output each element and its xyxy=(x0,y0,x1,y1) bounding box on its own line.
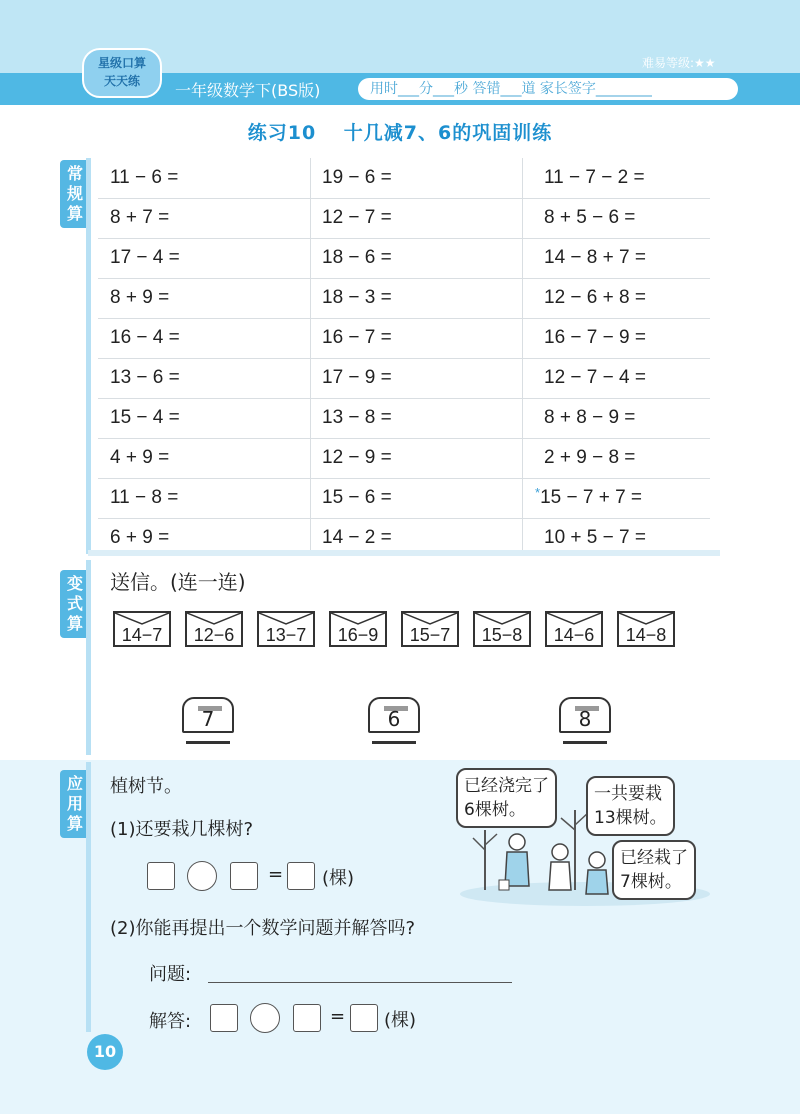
grid-row xyxy=(98,158,710,199)
grid-row xyxy=(98,278,710,319)
grid-row xyxy=(98,478,710,519)
bubble-line: 6棵树。 xyxy=(464,800,526,820)
bubble-line: 7棵树。 xyxy=(620,872,682,892)
problem: 8 + 9 = xyxy=(110,287,170,308)
problem: 12 − 9 = xyxy=(322,447,392,468)
problem: 16 − 7 − 9 = xyxy=(544,327,646,348)
bubble-line: 已经栽了 xyxy=(620,848,688,868)
problem: 11 − 8 = xyxy=(110,487,179,508)
bubble-line: 13棵树。 xyxy=(594,808,667,828)
bubble-line: 一共要栽 xyxy=(594,784,662,804)
problem: 12 − 7 = xyxy=(322,207,392,228)
section-divider-variant xyxy=(86,560,91,755)
grid-row xyxy=(98,398,710,439)
mailbox[interactable] xyxy=(364,697,424,745)
problem: 16 − 7 = xyxy=(322,327,392,348)
problem: 14 − 2 = xyxy=(322,527,392,548)
speech-bubble xyxy=(586,776,675,836)
answer-box[interactable] xyxy=(350,1004,378,1032)
send-instruction: 送信。(连一连) xyxy=(110,570,246,594)
problem: 4 + 9 = xyxy=(110,447,170,468)
envelope-label: 16−9 xyxy=(337,625,379,645)
envelope-label: 14−6 xyxy=(553,625,595,645)
grid-row xyxy=(98,198,710,239)
grid-row xyxy=(98,318,710,359)
problem: 11 − 7 − 2 = xyxy=(544,167,645,188)
logo-line-2: 天天练 xyxy=(103,74,140,88)
grade-label: 一年级数学下(BS版) xyxy=(175,81,321,100)
envelope-label: 15−8 xyxy=(481,625,523,645)
envelope[interactable] xyxy=(329,611,387,647)
grid-shadow xyxy=(88,550,720,556)
page-number: 10 xyxy=(87,1034,123,1070)
problem: 13 − 6 = xyxy=(110,367,180,388)
problem: 8 + 8 − 9 = xyxy=(544,407,636,428)
envelope-label: 13−7 xyxy=(265,625,307,645)
speech-bubble xyxy=(456,768,557,828)
mailbox-number: 7 xyxy=(201,707,215,731)
envelope[interactable] xyxy=(617,611,675,647)
applied-heading: 植树节。 xyxy=(110,776,182,797)
question-label: 问题: xyxy=(149,964,192,985)
section-tab-variant: 变式算 xyxy=(60,570,90,638)
problem: 12 − 6 + 8 = xyxy=(544,287,646,308)
answer-box[interactable] xyxy=(147,862,175,890)
section-tab-regular: 常规算 xyxy=(60,160,90,228)
page-title: 练习10 十几减7、6的巩固训练 xyxy=(247,122,553,144)
problem: 18 − 6 = xyxy=(322,247,392,268)
problem: 10 + 5 − 7 = xyxy=(544,527,646,548)
equals-sign: = xyxy=(330,1006,346,1027)
mailbox[interactable] xyxy=(555,697,615,745)
envelope[interactable] xyxy=(257,611,315,647)
problem-starred xyxy=(535,478,643,518)
problem: 15 − 7 + 7 = xyxy=(540,487,643,508)
question-write-line[interactable] xyxy=(208,982,512,983)
section-tab-applied: 应用算 xyxy=(60,770,90,838)
answer-box[interactable] xyxy=(230,862,258,890)
envelope[interactable] xyxy=(113,611,171,647)
problem: 2 + 9 − 8 = xyxy=(544,447,636,468)
envelope-label: 15−7 xyxy=(409,625,451,645)
problem: 15 − 6 = xyxy=(322,487,392,508)
envelope[interactable] xyxy=(185,611,243,647)
equals-sign: = xyxy=(268,864,284,885)
unit-label: (棵) xyxy=(384,1010,417,1031)
series-logo xyxy=(82,48,162,98)
speech-bubble xyxy=(612,840,696,900)
problem: 16 − 4 = xyxy=(110,327,180,348)
envelope-label: 14−7 xyxy=(121,625,163,645)
operator-circle[interactable] xyxy=(187,861,217,891)
grid-row xyxy=(98,358,710,399)
problem: 13 − 8 = xyxy=(322,407,392,428)
section-divider-applied xyxy=(86,762,91,1032)
envelope-label: 12−6 xyxy=(193,625,235,645)
bubble-line: 已经浇完了 xyxy=(464,776,549,796)
problem: 14 − 8 + 7 = xyxy=(544,247,646,268)
problem: 6 + 9 = xyxy=(110,527,170,548)
grid-row xyxy=(98,438,710,479)
grid-row xyxy=(98,238,710,279)
problem: 17 − 4 = xyxy=(110,247,180,268)
problem: 18 − 3 = xyxy=(322,287,392,308)
problem: 19 − 6 = xyxy=(322,167,392,188)
logo-line-1: 星级口算 xyxy=(97,56,146,70)
operator-circle[interactable] xyxy=(250,1003,280,1033)
problem: 12 − 7 − 4 = xyxy=(544,367,646,388)
envelope-label: 14−8 xyxy=(625,625,667,645)
problem: 8 + 7 = xyxy=(110,207,170,228)
answer-label: 解答: xyxy=(149,1011,192,1032)
envelope[interactable] xyxy=(401,611,459,647)
problem: 8 + 5 − 6 = xyxy=(544,207,636,228)
mailbox[interactable] xyxy=(178,697,238,745)
question-1: (1)还要栽几棵树? xyxy=(110,819,254,840)
section-divider-regular xyxy=(86,158,91,554)
star-mark: * xyxy=(535,485,541,500)
problem: 11 − 6 = xyxy=(110,167,179,188)
envelope[interactable] xyxy=(473,611,531,647)
mailbox-number: 8 xyxy=(578,707,592,731)
problem: 15 − 4 = xyxy=(110,407,180,428)
problem: 17 − 9 = xyxy=(322,367,392,388)
answer-box[interactable] xyxy=(210,1004,238,1032)
difficulty-rating: 难易等级:★★ xyxy=(642,56,716,70)
answer-box[interactable] xyxy=(287,862,315,890)
mailbox-number: 6 xyxy=(387,707,401,731)
time-info-bar: 用时___分___秒 答错___道 家长签字________ xyxy=(358,78,738,100)
calculation-grid xyxy=(98,158,710,554)
question-2: (2)你能再提出一个数学问题并解答吗? xyxy=(110,918,416,939)
unit-label: (棵) xyxy=(322,868,355,889)
envelope[interactable] xyxy=(545,611,603,647)
answer-box[interactable] xyxy=(293,1004,321,1032)
